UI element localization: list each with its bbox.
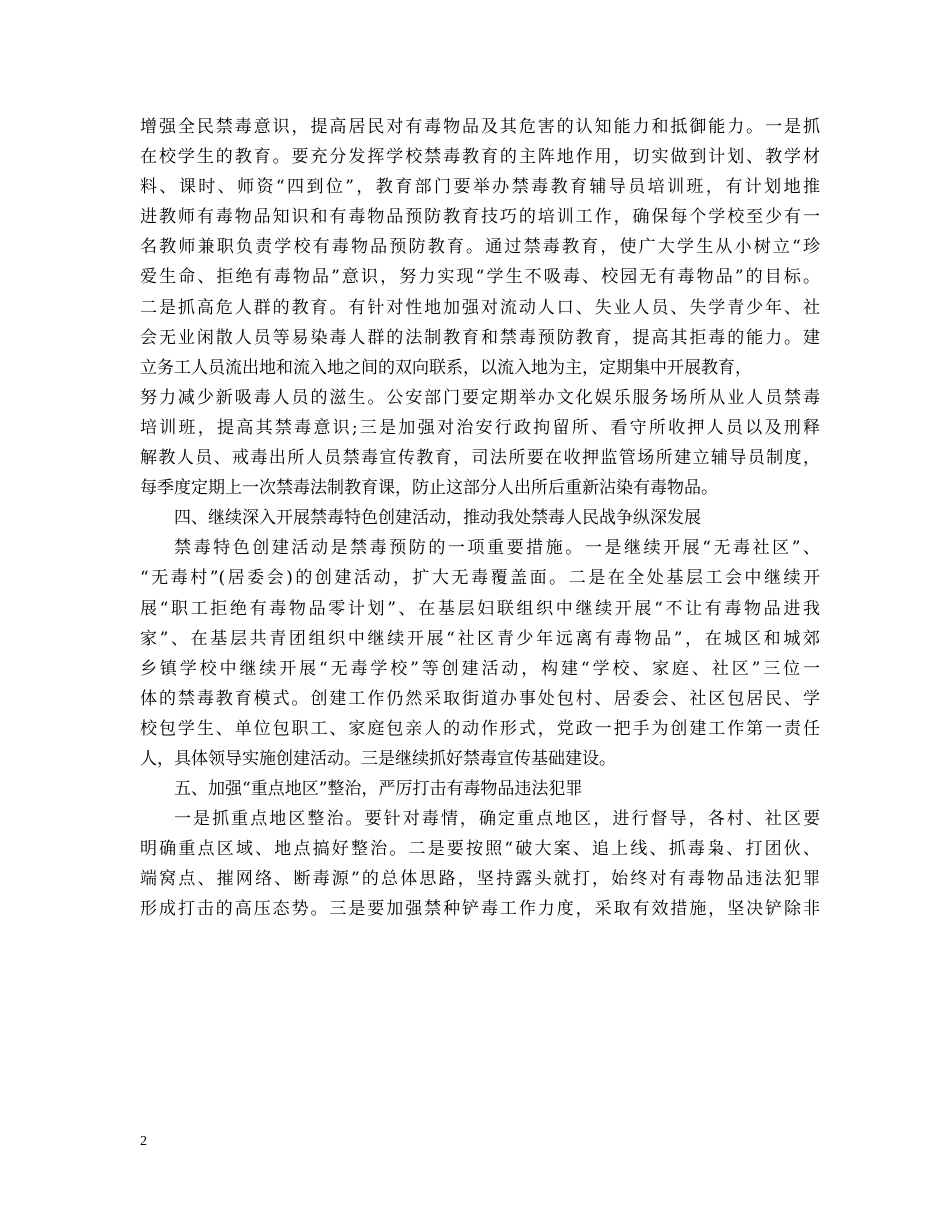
text-line: 爱生命、拒绝有毒物品”意识，努力实现“学生不吸毒、校园无有毒物品”的目标。 — [140, 267, 820, 288]
text-line: 明确重点区域、地点搞好整治。二是要按照“破大案、追上线、抓毒枭、打团伙、 — [140, 839, 820, 860]
text-line: 解教人员、戒毒出所人员禁毒宣传教育，司法所要在收押监管场所建立辅导员制度， — [140, 448, 820, 469]
text-line: 端窝点、摧网络、断毒源”的总体思路，坚持露头就打，始终对有毒物品违法犯罪 — [140, 869, 820, 890]
text-line: 形成打击的高压态势。三是要加强禁种铲毒工作力度，采取有效措施，坚决铲除非 — [140, 899, 820, 920]
text-line: 培训班，提高其禁毒意识;三是加强对治安行政拘留所、看守所收押人员以及刑释 — [140, 417, 820, 438]
document-body — [140, 112, 820, 925]
text-line: 校包学生、单位包职工、家庭包亲人的动作形式，党政一把手为创建工作第一责任 — [140, 718, 820, 739]
text-line: 在校学生的教育。要充分发挥学校禁毒教育的主阵地作用，切实做到计划、教学材 — [140, 147, 820, 168]
text-line: 会无业闲散人员等易染毒人群的法制教育和禁毒预防教育，提高其拒毒的能力。建 — [140, 327, 820, 348]
text-line: 进教师有毒物品知识和有毒物品预防教育技巧的培训工作，确保每个学校至少有一 — [140, 207, 820, 228]
text-line: 名教师兼职负责学校有毒物品预防教育。通过禁毒教育，使广大学生从小树立“珍 — [140, 237, 820, 258]
text-line: 禁毒特色创建活动是禁毒预防的一项重要措施。一是继续开展“无毒社区”、 — [174, 538, 820, 559]
text-line: 一是抓重点地区整治。要针对毒情，确定重点地区，进行督导，各村、社区要 — [174, 809, 820, 830]
text-line: 四、继续深入开展禁毒特色创建活动，推动我处禁毒人民战争纵深发展 — [174, 508, 701, 529]
text-line: 展“职工拒绝有毒物品零计划”、在基层妇联组织中继续开展“不让有毒物品进我 — [140, 598, 820, 619]
page-number: 2 — [140, 1134, 147, 1149]
text-line: “无毒村”(居委会)的创建活动，扩大无毒覆盖面。二是在全处基层工会中继续开 — [140, 568, 820, 589]
text-line: 料、课时、师资“四到位”，教育部门要举办禁毒教育辅导员培训班，有计划地推 — [140, 177, 820, 198]
text-line: 每季度定期上一次禁毒法制教育课，防止这部分人出所后重新沾染有毒物品。 — [140, 478, 718, 499]
text-line: 人，具体领导实施创建活动。三是继续抓好禁毒宣传基础建设。 — [140, 748, 616, 769]
text-line: 二是抓高危人群的教育。有针对性地加强对流动人口、失业人员、失学青少年、社 — [140, 297, 820, 318]
text-line: 家”、在基层共青团组织中继续开展“社区青少年远离有毒物品”，在城区和城郊 — [140, 628, 820, 649]
text-line: 努力减少新吸毒人员的滋生。公安部门要定期举办文化娱乐服务场所从业人员禁毒 — [140, 387, 820, 408]
text-line: 五、加强“重点地区”整治，严厉打击有毒物品违法犯罪 — [174, 779, 583, 800]
text-line: 体的禁毒教育模式。创建工作仍然采取街道办事处包村、居委会、社区包居民、学 — [140, 688, 820, 709]
text-line: 增强全民禁毒意识，提高居民对有毒物品及其危害的认知能力和抵御能力。一是抓 — [140, 117, 820, 137]
text-line: 立务工人员流出地和流入地之间的双向联系，以流入地为主，定期集中开展教育， — [140, 357, 752, 378]
text-line: 乡镇学校中继续开展“无毒学校”等创建活动，构建“学校、家庭、社区”三位一 — [140, 658, 820, 679]
